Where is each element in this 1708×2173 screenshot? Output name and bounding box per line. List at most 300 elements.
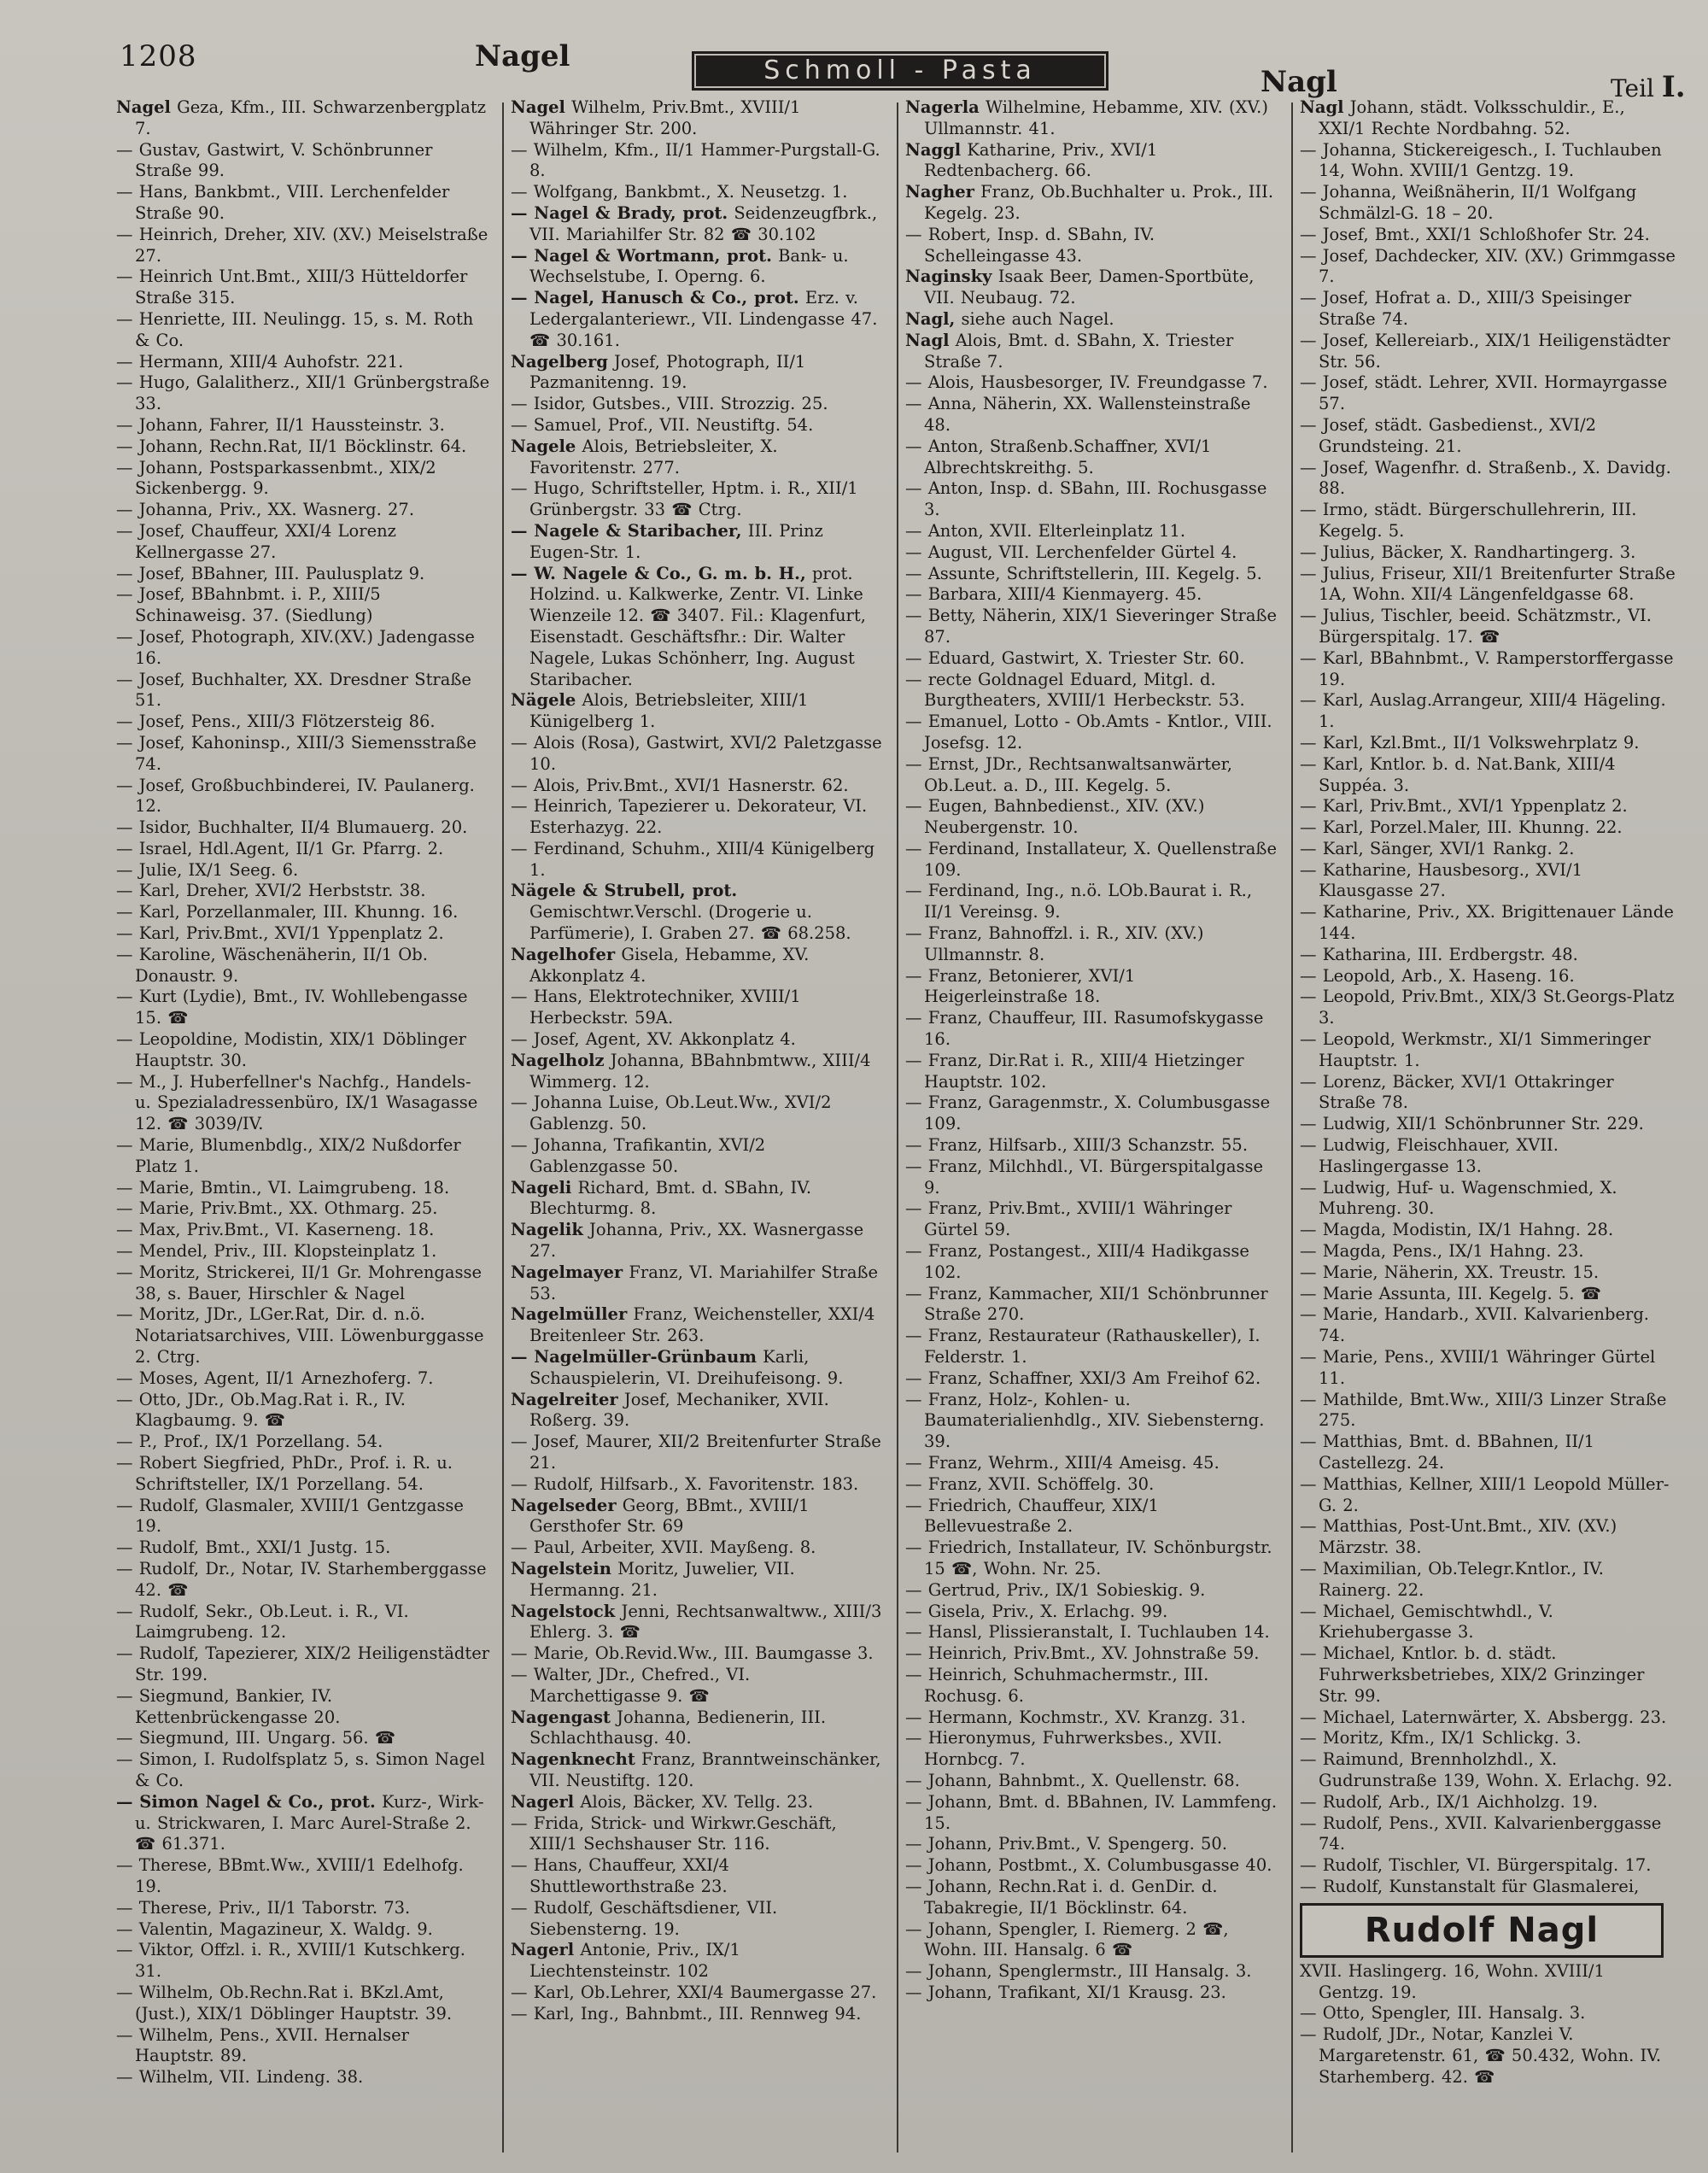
entry-text: — Josef, Dachdecker, XIV. (XV.) Grimmgasse 7.: [1300, 245, 1676, 287]
entry-surname: — Nagel, Hanusch & Co., prot.: [511, 288, 799, 308]
entry-surname: — W. Nagele & Co., G. m. b. H.,: [511, 563, 806, 583]
entry-surname: Nagl: [1300, 97, 1344, 117]
entry-text: — Wilhelm, Ob.Rechn.Rat i. BKzl.Amt, (Just.), XIX/1 Döblinger Hauptstr. 39.: [116, 1982, 453, 2024]
directory-entry: [905, 670, 1281, 712]
directory-entry: [511, 478, 886, 521]
directory-entry: [1300, 1284, 1676, 1305]
part-label: Teil I.: [1611, 70, 1686, 104]
entry-text: — Robert Siegfried, PhDr., Prof. i. R. u. Schriftsteller, IX/1 Porzellang. 54.: [116, 1453, 453, 1494]
directory-entry: [116, 1559, 492, 1602]
directory-entry: [116, 1855, 492, 1898]
directory-entry: [905, 1241, 1281, 1284]
entry-text: — Julius, Bäcker, X. Randhartingerg. 3.: [1300, 542, 1636, 562]
entry-text: — Marie, Bmtin., VI. Laimgrubeng. 18.: [116, 1177, 450, 1198]
page-number: 1208: [120, 39, 197, 73]
directory-entry: [116, 309, 492, 352]
directory-entry: [905, 1602, 1281, 1623]
entry-text: Franz, VI. Mariahilfer Straße 53.: [529, 1262, 879, 1303]
directory-entry: [905, 1855, 1281, 1877]
directory-entry: [116, 352, 492, 373]
entry-surname: — Nagel & Wortmann, prot.: [511, 245, 772, 266]
directory-entry: [116, 584, 492, 627]
directory-entry: [905, 1643, 1281, 1665]
directory-entry: [905, 140, 1281, 183]
directory-entry: [1300, 1241, 1676, 1262]
directory-entry: [905, 394, 1281, 436]
directory-entry: [511, 1559, 886, 1602]
directory-entry: [1300, 415, 1676, 458]
directory-entry: [1300, 648, 1676, 691]
directory-entry: [116, 881, 492, 902]
entry-text: — Karl, BBahnbmt., V. Ramperstorffergasse 19.: [1300, 647, 1674, 689]
directory-entry: [905, 1961, 1281, 1983]
directory-entry: [511, 182, 886, 203]
entry-text: — Franz, Betonierer, XVI/1 Heigerleinstraße 18.: [905, 965, 1136, 1007]
directory-entry: [116, 839, 492, 860]
entry-text: — Johanna Luise, Ob.Leut.Ww., XVI/2 Gablenzg. 50.: [511, 1092, 832, 1134]
entry-text: — Robert, Insp. d. SBahn, IV. Schelleingasse 43.: [905, 224, 1155, 266]
entry-text: — Karl, Kntlor. b. d. Nat.Bank, XIII/4 Suppéa. 3.: [1300, 753, 1616, 795]
directory-entry: [1300, 690, 1676, 733]
entry-text: Richard, Bmt. d. SBahn, IV. Blechturmg. 8.: [529, 1177, 812, 1219]
directory-entry: [116, 1453, 492, 1496]
entry-text: — Franz, Dir.Rat i. R., XIII/4 Hietzinger Hauptstr. 102.: [905, 1050, 1244, 1092]
directory-entry: [116, 140, 492, 183]
entry-text: — Mathilde, Bmt.Ww., XIII/3 Linzer Straße 275.: [1300, 1389, 1667, 1431]
directory-entry: [511, 246, 886, 289]
directory-entry: [1300, 1516, 1676, 1559]
directory-entry: [1300, 97, 1676, 140]
entry-text: — Ferdinand, Installateur, X. Quellenstraße 109.: [905, 838, 1277, 880]
entry-text: — Moritz, JDr., LGer.Rat, Dir. d. n.ö. Notariatsarchives, VIII. Löwenburggasse 2. Ctrg.: [116, 1304, 484, 1368]
entry-text: — Isidor, Gutsbes., VIII. Strozzig. 25.: [511, 394, 828, 414]
directory-entry: [116, 902, 492, 923]
entry-surname: Nagelmüller: [511, 1304, 628, 1325]
directory-entry: [905, 542, 1281, 564]
directory-entry: [511, 1262, 886, 1305]
directory-entry: [116, 1262, 492, 1305]
directory-entry: [116, 1390, 492, 1432]
directory-entry: [1300, 140, 1676, 183]
directory-entry: [905, 648, 1281, 670]
entry-text: — Wilhelm, Pens., XVII. Hernalser Hauptstr. 89.: [116, 2024, 409, 2066]
entry-surname: Nagelhofer: [511, 944, 616, 964]
entry-text: — Samuel, Prof., VII. Neustiftg. 54.: [511, 414, 814, 435]
directory-entry: [1300, 1029, 1676, 1072]
directory-entry: [511, 1602, 886, 1644]
entry-text: — Franz, Kammacher, XII/1 Schönbrunner Straße 270.: [905, 1283, 1268, 1325]
entry-text: — Otto, JDr., Ob.Mag.Rat i. R., IV. Klagbaumg. 9. ☎: [116, 1389, 406, 1431]
directory-entry: [905, 266, 1281, 309]
directory-entry: [116, 1983, 492, 2025]
directory-entry: [1300, 2024, 1676, 2088]
entry-text: — Israel, Hdl.Agent, II/1 Gr. Pfarrg. 2.: [116, 838, 444, 858]
directory-entry: [905, 754, 1281, 797]
directory-entry: [511, 690, 886, 733]
entry-text: — Assunte, Schriftstellerin, III. Kegelg. 5.: [905, 563, 1262, 583]
directory-entry: [1300, 754, 1676, 797]
directory-entry: [905, 606, 1281, 648]
entry-text: — Rudolf, Bmt., XXI/1 Justg. 15.: [116, 1538, 391, 1558]
entry-text: — Otto, Spengler, III. Hansalg. 3.: [1300, 2003, 1586, 2024]
directory-entry: [511, 1813, 886, 1856]
entry-text: — Johann, Rechn.Rat i. d. GenDir. d. Tabakregie, II/1 Böcklinstr. 64.: [905, 1876, 1218, 1918]
entry-text: — Alois (Rosa), Gastwirt, XVI/2 Paletzgasse 10.: [511, 732, 882, 774]
column-4: [1300, 97, 1676, 2164]
directory-entry: [511, 1749, 886, 1792]
entry-surname: Naggl: [905, 139, 962, 160]
entry-text: — Alois, Hausbesorger, IV. Freundgasse 7.: [905, 372, 1268, 393]
entry-text: — Franz, Hilfsarb., XIII/3 Schanzstr. 55.: [905, 1135, 1249, 1156]
directory-entry: [905, 881, 1281, 923]
directory-entry: [1300, 1114, 1676, 1135]
directory-entry: [905, 839, 1281, 882]
entry-text: — Josef, Hofrat a. D., XIII/3 Speisinger Straße 74.: [1300, 288, 1632, 329]
directory-entry: [1300, 1961, 1676, 2004]
directory-entry: [1300, 1855, 1676, 1877]
directory-entry: [116, 1178, 492, 1199]
page-header: [0, 32, 1708, 104]
directory-entry: [511, 1051, 886, 1093]
entry-text: — Hans, Bankbmt., VIII. Lerchenfelder Straße 90.: [116, 182, 450, 223]
column-1: [116, 97, 492, 2164]
entry-text: — M., J. Huberfellner's Nachfg., Handels- u. Spezialadressenbüro, IX/1 Wasagasse 12. ☎ 3039/IV.: [116, 1071, 478, 1134]
entry-text: — Rudolf, Kunstanstalt für Glasmalerei,: [1300, 1876, 1640, 1896]
directory-entry: [1300, 817, 1676, 839]
directory-entry: [1300, 182, 1676, 225]
directory-entry: [1300, 1749, 1676, 1792]
entry-surname: Nagele: [511, 436, 576, 456]
entry-text: — August, VII. Lerchenfelder Gürtel 4.: [905, 542, 1237, 562]
entry-text: — Marie, Priv.Bmt., XX. Othmarg. 25.: [116, 1198, 438, 1219]
entry-text: — Frida, Strick- und Wirkwr.Geschäft, XIII/1 Sechshauser Str. 116.: [511, 1813, 837, 1854]
entry-text: Franz, Branntweinschänker, VII. Neustiftg. 120.: [529, 1749, 881, 1790]
directory-entry: [905, 372, 1281, 394]
entry-text: — Karl, Sänger, XVI/1 Rankg. 2.: [1300, 838, 1575, 858]
entry-surname: Nagerl: [511, 1940, 575, 1960]
entry-text: — Wilhelm, Kfm., II/1 Hammer-Purgstall-G. 8.: [511, 139, 880, 181]
entry-text: — Rudolf, Sekr., Ob.Leut. i. R., VI. Laimgrubeng. 12.: [116, 1601, 409, 1643]
entry-text: — P., Prof., IX/1 Porzellang. 54.: [116, 1432, 383, 1452]
entry-text: — Hugo, Galalitherz., XII/1 Grünbergstraße 33.: [116, 372, 490, 414]
directory-entry: [116, 1538, 492, 1559]
entry-text: — Rudolf, Arb., IX/1 Aichholzg. 19.: [1300, 1791, 1599, 1812]
entry-text: Jenni, Rechtsanwaltww., XIII/3 Ehlerg. 3. ☎: [529, 1601, 882, 1643]
entry-text: Wilhelm, Priv.Bmt., XVIII/1 Währinger Str. 200.: [529, 97, 801, 138]
entry-text: — Siegmund, Bankier, IV. Kettenbrückengasse 20.: [116, 1685, 341, 1727]
entry-text: Antonie, Priv., IX/1 Liechtensteinstr. 102: [529, 1940, 740, 1982]
entry-text: — Rudolf, JDr., Notar, Kanzlei V. Margaretenstr. 61, ☎ 50.432, Wohn. IV. Starhemberg. 42. ☎: [1300, 2024, 1662, 2087]
directory-entry: [905, 564, 1281, 585]
directory-entry: [1300, 796, 1676, 817]
directory-entry: [1300, 458, 1676, 501]
entry-text: — Rudolf, Glasmaler, XVIII/1 Gentzgasse 19.: [116, 1495, 464, 1537]
entry-text: — Magda, Pens., IX/1 Hahng. 23.: [1300, 1241, 1584, 1262]
entry-text: — Franz, XVII. Schöffelg. 30.: [905, 1473, 1155, 1494]
entry-text: — Josef, BBahnbmt. i. P., XIII/5 Schinaweisg. 37. (Siedlung): [116, 584, 381, 626]
directory-entry: [511, 97, 886, 140]
entry-text: — Franz, Schaffner, XXI/3 Am Freihof 62.: [905, 1368, 1261, 1388]
directory-entry: [116, 521, 492, 564]
directory-entry: [116, 733, 492, 776]
directory-entry: [905, 1453, 1281, 1474]
entry-text: — Franz, Bahnoffzl. i. R., XIV. (XV.) Ullmannstr. 8.: [905, 923, 1204, 964]
entry-text: — Johanna, Priv., XX. Wasnerg. 27.: [116, 500, 415, 520]
entry-text: — Julius, Tischler, beeid. Schätzmstr., VI. Bürgerspitalg. 17. ☎: [1300, 606, 1652, 647]
display-advertisement: Rudolf Nagl: [1300, 1903, 1664, 1958]
entry-text: — Karl, Porzel.Maler, III. Khunng. 22.: [1300, 817, 1623, 838]
directory-entry: [905, 225, 1281, 267]
entry-text: Moritz, Juwelier, VII. Hermanng. 21.: [529, 1558, 795, 1600]
entry-text: — Josef, Kellereiarb., XIX/1 Heiligenstädter Str. 56.: [1300, 330, 1670, 372]
directory-entry: [905, 309, 1281, 331]
entry-text: — Josef, Chauffeur, XXI/4 Lorenz Kellnergasse 27.: [116, 520, 396, 562]
entry-text: — Therese, Priv., II/1 Taborstr. 73.: [116, 1897, 411, 1918]
directory-entry: [1300, 1877, 1676, 1898]
entry-surname: Nagelik: [511, 1220, 583, 1240]
entry-surname: Nagel: [511, 97, 565, 117]
directory-entry: [511, 394, 886, 415]
directory-entry: [511, 521, 886, 564]
entry-text: — Hugo, Schriftsteller, Hptm. i. R., XII/1 Grünbergstr. 33 ☎ Ctrg.: [511, 478, 858, 520]
entry-text: — Emanuel, Lotto - Ob.Amts - Kntlor., VIII. Josefsg. 12.: [905, 712, 1272, 753]
directory-entry: [905, 1198, 1281, 1241]
entry-text: — Rudolf, Geschäftsdiener, VII. Siebensterng. 19.: [511, 1897, 778, 1939]
directory-entry: [905, 1728, 1281, 1771]
directory-entry: [116, 1792, 492, 1855]
entry-text: XVII. Haslingerg. 16, Wohn. XVIII/1 Gentzg. 19.: [1300, 1960, 1605, 2002]
entry-text: — Max, Priv.Bmt., VI. Kaserneng. 18.: [116, 1220, 435, 1240]
directory-entry: [905, 1368, 1281, 1390]
directory-entry: [905, 584, 1281, 606]
entry-text: Franz, Weichensteller, XXI/4 Breitenleer Str. 263.: [529, 1304, 875, 1346]
directory-entry: [116, 945, 492, 987]
entry-text: — Friedrich, Installateur, IV. Schönburgstr. 15 ☎, Wohn. Nr. 25.: [905, 1538, 1272, 1578]
directory-entry: [905, 436, 1281, 479]
entry-text: — Johann, Priv.Bmt., V. Spengerg. 50.: [905, 1834, 1228, 1854]
directory-entry: [116, 1898, 492, 1919]
column-divider: [897, 102, 898, 2152]
directory-entry: [905, 1284, 1281, 1327]
entry-surname: Nagel: [116, 97, 171, 117]
entry-text: — Moritz, Kfm., IX/1 Schlickg. 3.: [1300, 1728, 1582, 1748]
directory-entry: [1300, 500, 1676, 542]
directory-entry: [1300, 1602, 1676, 1644]
entry-text: Johann, städt. Volksschuldir., E., XXI/1 Rechte Nordbahng. 52.: [1319, 97, 1625, 138]
entry-text: — Gertrud, Priv., IX/1 Sobieskig. 9.: [905, 1579, 1206, 1600]
directory-entry: [511, 1496, 886, 1538]
directory-entry: [116, 1686, 492, 1729]
entry-text: — Moses, Agent, II/1 Arnezhoferg. 7.: [116, 1368, 434, 1388]
entry-text: — Eugen, Bahnbedienst., XIV. (XV.) Neubergenstr. 10.: [905, 796, 1205, 838]
directory-entry: [905, 1008, 1281, 1051]
entry-text: — Ludwig, Huf- u. Wagenschmied, X. Muhreng. 30.: [1300, 1177, 1617, 1219]
entry-text: — recte Goldnagel Eduard, Mitgl. d. Burgtheaters, XVIII/1 Herbeckstr. 53.: [905, 669, 1245, 711]
directory-entry: [511, 776, 886, 797]
entry-text: — Magda, Modistin, IX/1 Hahng. 28.: [1300, 1220, 1614, 1240]
entry-surname: Nagelmayer: [511, 1262, 623, 1282]
entry-text: — Ludwig, Fleischhauer, XVII. Haslingergasse 13.: [1300, 1135, 1559, 1176]
directory-entry: [511, 987, 886, 1029]
entry-surname: Nagengast: [511, 1707, 611, 1727]
entry-text: — Franz, Milchhdl., VI. Bürgerspitalgasse 9.: [905, 1156, 1264, 1198]
directory-entry: [1300, 1432, 1676, 1474]
entry-surname: Nägele & Strubell, prot.: [511, 881, 738, 901]
entry-text: III. Prinz Eugen-Str. 1.: [529, 520, 823, 562]
directory-entry: [1300, 1559, 1676, 1602]
entry-text: — Rudolf, Tischler, VI. Bürgerspitalg. 17.: [1300, 1855, 1652, 1876]
directory-entry: [1300, 1474, 1676, 1517]
directory-entry: [116, 1643, 492, 1686]
entry-text: — Siegmund, III. Ungarg. 56. ☎: [116, 1728, 396, 1748]
entry-text: — Johann, Rechn.Rat, II/1 Böcklinstr. 64.: [116, 436, 467, 456]
entry-text: — Josef, Agent, XV. Akkonplatz 4.: [511, 1029, 796, 1050]
entry-text: — Simon, I. Rudolfsplatz 5, s. Simon Nagel & Co.: [116, 1749, 485, 1790]
entry-text: — Josef, Buchhalter, XX. Dresdner Straße 51.: [116, 669, 471, 711]
entry-text: — Johann, Postsparkassenbmt., XIX/2 Sickenbergg. 9.: [116, 457, 436, 499]
entry-text: — Josef, Kahoninsp., XIII/3 Siemensstraße 74.: [116, 732, 477, 774]
entry-text: — Johanna, Weißnäherin, II/1 Wolfgang Schmälzl-G. 18 – 20.: [1300, 182, 1637, 223]
directory-entry: [511, 564, 886, 691]
entry-text: — Leopold, Arb., X. Haseng. 16.: [1300, 965, 1575, 986]
directory-entry: [511, 733, 886, 776]
entry-text: — Katharine, Hausbesorg., XVI/1 Klausgasse 27.: [1300, 859, 1582, 901]
entry-text: — Barbara, XIII/4 Kienmayerg. 45.: [905, 584, 1202, 605]
directory-entry: [116, 1728, 492, 1749]
entry-text: — Leopold, Priv.Bmt., XIX/3 St.Georgs-Platz 3.: [1300, 987, 1675, 1028]
entry-text: — Marie Assunta, III. Kegelg. 5. ☎: [1300, 1283, 1601, 1303]
directory-entry: [511, 881, 886, 944]
advertisement-banner: Schmoll - Pasta: [692, 51, 1108, 91]
entry-text: — Anna, Näherin, XX. Wallensteinstraße 48.: [905, 394, 1251, 435]
entry-text: — Josef, Bmt., XXI/1 Schloßhofer Str. 24.: [1300, 224, 1650, 244]
entry-text: — Raimund, Brennholzhdl., X. Gudrunstraße 139, Wohn. X. Erlachg. 92.: [1300, 1749, 1673, 1790]
directory-entry: [116, 1220, 492, 1241]
directory-entry: [1300, 733, 1676, 754]
entry-text: — Isidor, Buchhalter, II/4 Blumauerg. 20.: [116, 817, 468, 838]
directory-entry: [116, 1919, 492, 1941]
directory-entry: [116, 97, 492, 140]
entry-text: — Marie, Näherin, XX. Treustr. 15.: [1300, 1262, 1600, 1282]
directory-entry: [1300, 1347, 1676, 1390]
directory-entry: [905, 331, 1281, 373]
directory-entry: [1300, 902, 1676, 945]
directory-entry: [1300, 1707, 1676, 1729]
entry-surname: — Nagel & Brady, prot.: [511, 202, 728, 223]
entry-text: — Moritz, Strickerei, II/1 Gr. Mohrengasse 38, s. Bauer, Hirschler & Nagel: [116, 1262, 483, 1303]
directory-entry: [511, 796, 886, 839]
directory-entry: [511, 1220, 886, 1262]
directory-entry: [116, 266, 492, 309]
directory-entry: [905, 1326, 1281, 1368]
entry-text: Johanna, BBahnbmtww., XIII/4 Wimmerg. 12.: [529, 1050, 871, 1092]
entry-text: Isaak Beer, Damen-Sportbüte, VII. Neubaug. 72.: [924, 266, 1255, 308]
directory-entry: [905, 1665, 1281, 1707]
entry-text: — Karl, Kzl.Bmt., II/1 Volkswehrplatz 9.: [1300, 732, 1640, 753]
entry-text: — Heinrich, Schuhmachermstr., III. Rochusg. 6.: [905, 1664, 1209, 1706]
entry-surname: Nageli: [511, 1177, 572, 1198]
directory-entry: [905, 1051, 1281, 1093]
directory-entry: [1300, 564, 1676, 606]
directory-entry: [905, 712, 1281, 754]
entry-text: — Franz, Restaurateur (Rathauskeller), I. Felderstr. 1.: [905, 1326, 1261, 1368]
directory-entry: [1300, 1792, 1676, 1813]
entry-text: — Matthias, Post-Unt.Bmt., XIV. (XV.) Märzstr. 38.: [1300, 1516, 1617, 1558]
entry-text: prot. Holzind. u. Kalkwerke, Zentr. VI. Linke Wienzeile 12. ☎ 3407. Fil.: Klagenfurt, Eisenstadt. Geschäftsfhr.: Dir. Walter Nagele, Lukas Schönherr, Ing. August Staribacher.: [529, 563, 866, 689]
directory-entry: [1300, 1072, 1676, 1115]
entry-text: — Betty, Näherin, XIX/1 Sieveringer Straße 87.: [905, 606, 1278, 647]
entry-surname: Nagl: [905, 330, 950, 350]
entry-text: — Karl, Ob.Lehrer, XXI/4 Baumergasse 27.: [511, 1982, 877, 2002]
directory-entry: [1300, 1643, 1676, 1707]
running-head-right: Nagl: [1261, 65, 1337, 99]
directory-entry: [116, 987, 492, 1029]
entry-text: — Ludwig, XII/1 Schönbrunner Str. 229.: [1300, 1114, 1644, 1134]
directory-entry: [1300, 860, 1676, 903]
entry-text: — Alois, Priv.Bmt., XVI/1 Hasnerstr. 62.: [511, 775, 849, 795]
entry-text: — Wolfgang, Bankbmt., X. Neusetzg. 1.: [511, 182, 848, 202]
directory-entry: [905, 1834, 1281, 1855]
entry-text: — Wilhelm, VII. Lindeng. 38.: [116, 2067, 364, 2088]
entry-surname: Naginsky: [905, 266, 992, 287]
entry-text: Katharine, Priv., XVI/1 Redtenbacherg. 66.: [924, 139, 1158, 181]
directory-entry: [905, 1157, 1281, 1199]
entry-text: — Franz, Wehrm., XIII/4 Ameisg. 45.: [905, 1453, 1220, 1473]
directory-entry: [511, 1665, 886, 1707]
entry-text: — Hansl, Plissieranstalt, I. Tuchlauben 14.: [905, 1622, 1270, 1643]
entry-text: — Karoline, Wäschenäherin, II/1 Ob. Donaustr. 9.: [116, 944, 428, 986]
entry-text: Johanna, Bedienerin, III. Schlachthausg. 40.: [529, 1707, 827, 1748]
entry-surname: Nagelstein: [511, 1558, 611, 1578]
directory-entry: [1300, 1390, 1676, 1432]
entry-text: — Rudolf, Tapezierer, XIX/2 Heiligenstädter Str. 199.: [116, 1643, 490, 1684]
directory-entry: [116, 2025, 492, 2068]
entry-text: — Franz, Postangest., XIII/4 Hadikgasse 102.: [905, 1241, 1249, 1282]
directory-entry: [511, 288, 886, 351]
directory-entry: [116, 436, 492, 458]
entry-text: — Josef, städt. Gasbedienst., XVI/2 Grundsteing. 21.: [1300, 414, 1597, 456]
running-head-left: Nagel: [475, 39, 570, 73]
entry-text: — Hermann, Kochmstr., XV. Kranzg. 31.: [905, 1707, 1246, 1727]
entry-text: — Lorenz, Bäcker, XVI/1 Ottakringer Straße 78.: [1300, 1071, 1614, 1113]
entry-text: — Michael, Kntlor. b. d. städt. Fuhrwerksbetriebes, XIX/2 Grinzinger Str. 99.: [1300, 1643, 1645, 1706]
directory-entry: [511, 1092, 886, 1135]
directory-entry: [116, 1602, 492, 1644]
entry-text: — Franz, Holz-, Kohlen- u. Baumaterialienhdlg., XIV. Siebensterng. 39.: [905, 1389, 1265, 1452]
directory-entry: [116, 564, 492, 585]
entry-text: — Heinrich, Tapezierer u. Dekorateur, VI. Esterhazyg. 22.: [511, 796, 868, 838]
entry-text: — Karl, Priv.Bmt., XVI/1 Yppenplatz 2.: [116, 923, 444, 944]
entry-text: — Friedrich, Chauffeur, XIX/1 Bellevuestraße 2.: [905, 1495, 1159, 1537]
directory-entry: [905, 1390, 1281, 1453]
entry-text: — Ferdinand, Schuhm., XIII/4 Künigelberg 1.: [511, 838, 875, 880]
directory-entry: [1300, 966, 1676, 987]
directory-entry: [1300, 1304, 1676, 1347]
entry-text: — Julie, IX/1 Seeg. 6.: [116, 859, 299, 880]
entry-text: Gemischtwr.Verschl. (Drogerie u. Parfümerie), I. Graben 27. ☎ 68.258.: [529, 902, 851, 944]
directory-entry: [511, 352, 886, 395]
directory-entry: [1300, 839, 1676, 860]
directory-entry: [905, 1092, 1281, 1135]
entry-text: Franz, Ob.Buchhalter u. Prok., III. Kegelg. 23.: [924, 182, 1274, 223]
directory-entry: [905, 182, 1281, 225]
entry-text: — Henriette, III. Neulingg. 15, s. M. Roth & Co.: [116, 308, 474, 350]
directory-entry: [905, 1474, 1281, 1496]
entry-text: — Walter, JDr., Chefred., VI. Marchettigasse 9. ☎: [511, 1664, 751, 1706]
directory-entry: [1300, 372, 1676, 415]
entry-text: — Maximilian, Ob.Telegr.Kntlor., IV. Rainerg. 22.: [1300, 1558, 1604, 1600]
directory-entry: [116, 458, 492, 501]
